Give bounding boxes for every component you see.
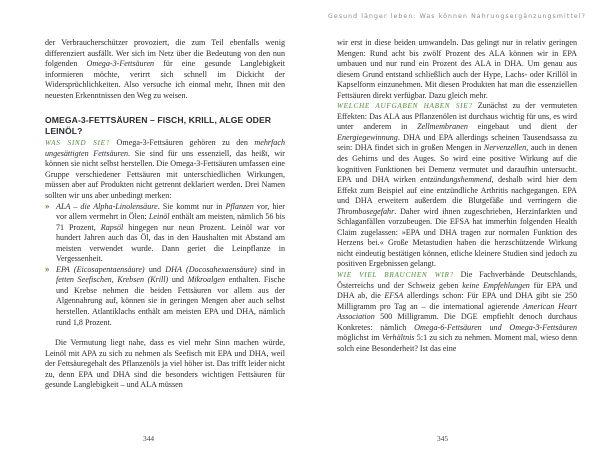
- bullet-marker-icon: »: [45, 263, 50, 274]
- page-number-right: 345: [437, 434, 449, 443]
- question-label: WIE VIEL BRAUCHEN WIR?: [337, 271, 454, 280]
- left-paragraph-1: der Verbraucherschützer provoziert, die zum Teil ebenfalls wenig differenziert ausfällt. Wer sich im Netz über die Bedeutung von den nun folgenden Omega-3-Fettsäuren für eine gesunde Langlebigkeit informieren möchte, verirrt sich schnell im Dickicht der Widersprüchlichkeiten. Also versuche ich einmal mehr, Ihnen mit den neuesten Erkenntnissen den Weg zu weisen.: [45, 38, 286, 100]
- bullet-epa-dha: » EPA (Eicosapentaensäure) und DHA (Docosahexaensäure) sind in fetten Seefischen, Krebsen (Krill) und Mikroalgen enthalten. Fische und Krebse nehmen die beiden Fettsäuren vor allem aus der Algennahrung auf, können sie in geringen Mengen aber auch selbst herstellen. Atlantiklachs enthält am meisten EPA und DHA, nämlich rund 1,8 Prozent.: [45, 263, 286, 327]
- running-head: Gesund länger leben: Was können Nahrungsergänzungsmittel?: [328, 13, 586, 20]
- section-heading: OMEGA-3-FETTSÄUREN – FISCH, KRILL, ALGE ODER LEINÖL?: [45, 115, 272, 137]
- right-paragraph-1: wir erst in diese beiden umwandeln. Das gelingt nur in relativ geringen Mengen: Rund acht bis zwölf Prozent des ALA können wir in EPA umbauen und nur rund ein Prozent des ALA in DHA. Um genau aus diesem Grund entstand schließlich auch der Hype, Lachs- oder Krillöl in Kapselform einzunehmen. Mit diesen Produkten hat man die essenziellen Fettsäuren direkt verfügbar. Dazu gleich mehr.: [337, 38, 577, 100]
- right-page: [337, 38, 577, 354]
- question-label: WAS SIND SIE?: [45, 139, 111, 148]
- right-paragraph-2: WELCHE AUFGABEN HABEN SIE? Zunächst zu der vermuteten Effekten: Das ALA aus Pflanzenölen ist durchaus wichtig für uns, es wird unter anderem in Zellmembranen eingebaut und dient der Energiegewinnung. DHA und EPA allerdings scheinen Tausendsassa zu sein: DHA findet sich in großen Mengen in Nervenzellen, auch in denen des Gehirns und des Auges. So wird eine positive Wirkung auf die kognitiven Funktionen bei Demenz vermutet und daraufhin untersucht. EPA und DHA wirken entzündungshemmend, deshalb wird hier dem Effekt zum Beispiel auf eine entzündliche Arthritis nachgegangen. EPA und DHA erweitern außerdem die Blutgefäße und verringern die Thrombosegefahr. Daher wird ihnen zugeschrieben, Herzinfarkten und Schlaganfällen vorzubeugen. Die EFSA hat immerhin folgenden Health Claim zugelassen: »EPA und DHA tragen zur normalen Funktion des Herzens bei.« Große Metastudien haben die herzschützende Wirkung nicht eindeutig bestätigen können, etliche kleinere Studien sind jedoch zu positiven Ergebnissen gelangt.: [337, 101, 578, 269]
- bullet-marker-icon: »: [45, 200, 50, 211]
- bullet-ala: » ALA – die Alpha-Linolensäure. Sie kommt nur in Pflanzen vor, hier vor allem vermehrt in Ölen: Leinöl enthält am meisten, nämlich 56 bis 71 Prozent, Rapsöl hingegen nur neun Prozent. Leinöl war vor hundert Jahren auch das Öl, das in den Haushalten mit Abstand am meisten verwendet wurde. Dann geriet die Leinpflanze in Vergessenheit.: [45, 200, 286, 264]
- right-paragraph-3: WIE VIEL BRAUCHEN WIR? Die Fachverbände Deutschlands, Österreichs und der Schweiz geben keine Empfehlungen für EPA und DHA ab, die EFSA allerdings schon: Für EPA und DHA gibt sie 250 Milligramm pro Tag an – die international agierende American Heart Association 500 Milligramm. Die DGE empfiehlt denoch durchaus Konkretes: nämlich Omega-6-Fettsäuren und Omega-3-Fettsäuren möglichst im Verhältnis 5:1 zu sich zu nehmen. Moment mal, wieso denn solch eine Besonderheit? Ist das eine: [337, 270, 578, 353]
- left-paragraph-3: Die Vermutung liegt nahe, dass es viel mehr Sinn machen würde, Leinöl mit APA zu sich zu nehmen als Seefisch mit EPA und DHA, weil der Fettsäuregehalt des Pflanzenöls ja viel höher ist. Das trifft leider nicht zu, denn EPA und DHA sind die besonders wichtigen Fettsäuren für gesunde Langlebigkeit – und ALA müssen: [45, 338, 285, 390]
- question-label: WELCHE AUFGABEN HABEN SIE?: [337, 102, 473, 111]
- left-page: [45, 38, 285, 391]
- page-number-left: 344: [143, 434, 155, 443]
- left-paragraph-2: WAS SIND SIE? Omega-3-Fettsäuren gehören zu den mehrfach ungesättigten Fettsäuren. Sie sind für uns essenziell, das heißt, wir können sie nicht selbst herstellen. Die Omega-3-Fettsäuren umfassen eine Gruppe verschiedener Fettsäuren mit unterschiedlichen Wirkungen, müssen aber auf Produkten nicht getrennt deklariert werden. Drei Namen sollten wir uns aber unbedingt merken:: [45, 138, 286, 201]
